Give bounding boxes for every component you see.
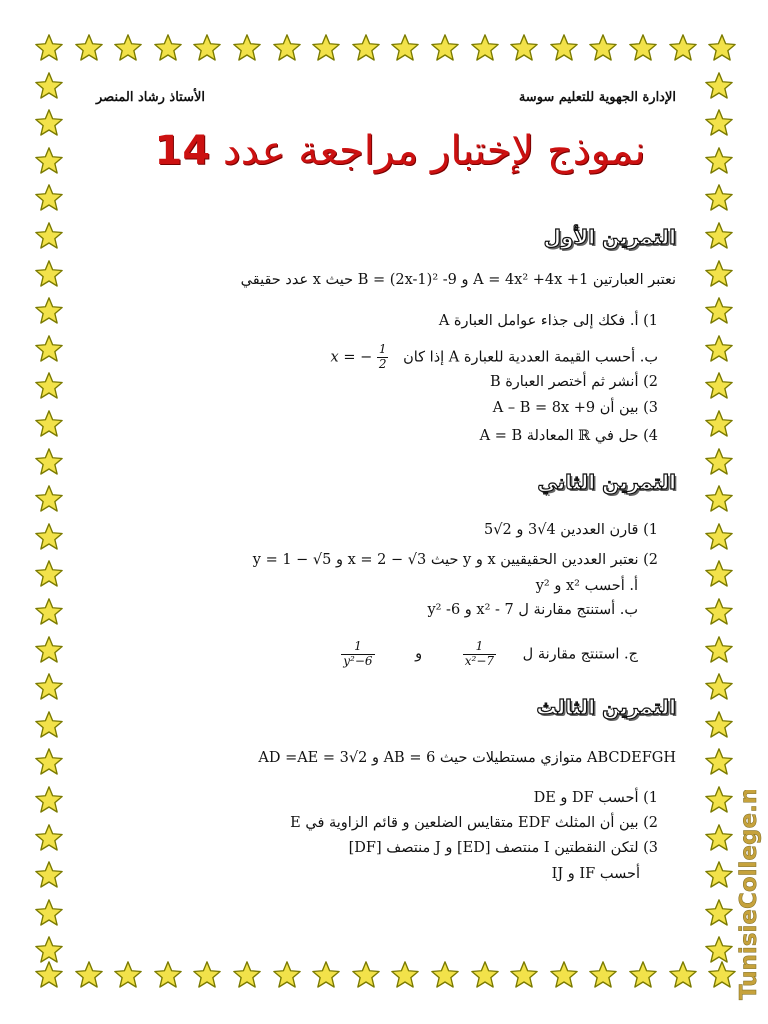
star-icon (628, 33, 658, 63)
star-icon (470, 960, 500, 990)
page-title (130, 128, 670, 188)
star-icon (704, 823, 734, 853)
star-icon (34, 522, 64, 552)
ex3-q1: 1) أحسب DF و DE (533, 790, 658, 806)
ex3-q2: 2) بين أن المثلث EDF متقايس الضلعين و قائم الزاوية في E (290, 815, 658, 831)
star-icon (668, 960, 698, 990)
star-icon (668, 33, 698, 63)
star-icon (704, 484, 734, 514)
star-icon (704, 935, 734, 965)
star-icon (704, 597, 734, 627)
fraction-denominator: y²−6 (343, 653, 373, 668)
star-icon (34, 183, 64, 213)
ex2-q2b: ب. أستنتج مقارنة ل x² - 7 و y² -6 (427, 602, 638, 618)
star-icon (704, 108, 734, 138)
star-icon (704, 785, 734, 815)
star-icon (272, 33, 302, 63)
ex1-q1b: ب. أحسب القيمة العددية للعبارة A إذا كان (403, 349, 658, 366)
star-icon (704, 334, 734, 364)
star-icon (34, 447, 64, 477)
ex2-q2a: أ. أحسب x² و y² (535, 578, 638, 594)
star-icon (34, 898, 64, 928)
star-icon (34, 710, 64, 740)
star-icon (34, 785, 64, 815)
star-icon (704, 860, 734, 890)
star-icon (509, 33, 539, 63)
star-icon (34, 146, 64, 176)
ex2-q2c-line (341, 640, 638, 669)
star-icon (113, 33, 143, 63)
star-icon (351, 33, 381, 63)
ex2-fraction-2 (341, 640, 374, 669)
ex3-q3b: أحسب IF و IJ (551, 866, 640, 882)
watermark-svg (734, 790, 764, 1005)
star-icon (707, 33, 737, 63)
title-number: 14 (154, 128, 211, 174)
star-icon (34, 71, 64, 101)
star-icon (272, 960, 302, 990)
ex1-q1b-fraction (377, 343, 389, 372)
star-icon (34, 635, 64, 665)
ex1-q2: 2) أنشر ثم أختصر العبارة B (489, 374, 658, 390)
star-icon (704, 371, 734, 401)
star-icon (74, 33, 104, 63)
ex2-q2: 2) نعتبر العددين الحقيقيين x و y حيث x = 2 − √3 و y = 1 − √5 (252, 552, 658, 568)
star-icon (351, 960, 381, 990)
star-icon (34, 371, 64, 401)
administration-name: الإدارة الجهوية للتعليم سوسة (518, 90, 676, 105)
star-icon (588, 33, 618, 63)
star-icon (34, 935, 64, 965)
star-icon (192, 33, 222, 63)
star-icon (311, 960, 341, 990)
ex2-q1: 1) قارن العددين 4√3 و 2√5 (484, 522, 658, 538)
ex1-q1b-math (331, 343, 389, 372)
fraction-numerator: 1 (341, 640, 374, 655)
star-icon (549, 960, 579, 990)
ex1-intro: نعتبر العبارتين A = 4x² +4x +1 و B = (2x-1)² -9 حيث x عدد حقيقي (240, 272, 676, 288)
star-icon (34, 33, 64, 63)
star-icon (34, 672, 64, 702)
star-icon (704, 221, 734, 251)
ex1-q1b-math-text: x = − (330, 349, 373, 366)
star-icon (34, 597, 64, 627)
star-icon (34, 823, 64, 853)
star-icon (704, 898, 734, 928)
star-icon (628, 960, 658, 990)
star-icon (153, 33, 183, 63)
star-icon (34, 860, 64, 890)
star-icon (34, 409, 64, 439)
ex2-q2c: ج. استنتج مقارنة ل (522, 646, 638, 663)
star-icon (34, 108, 64, 138)
star-icon (704, 71, 734, 101)
star-icon (34, 259, 64, 289)
star-icon (509, 960, 539, 990)
star-icon (430, 960, 460, 990)
star-icon (113, 960, 143, 990)
star-icon (34, 559, 64, 589)
star-icon (34, 296, 64, 326)
star-icon (704, 559, 734, 589)
section-2-title: التمرين الثاني (537, 470, 676, 494)
title-text: نموذج لإختبار مراجعة عدد (222, 128, 646, 174)
star-icon (704, 259, 734, 289)
star-icon (704, 747, 734, 777)
ex3-intro: ABCDEFGH متوازي مستطيلات حيث AB = 6 و AD =AE = 3√2 (258, 750, 676, 766)
star-icon (704, 710, 734, 740)
star-icon (232, 960, 262, 990)
ex1-q4: 4) حل في ℝ المعادلة A = B (479, 428, 658, 444)
star-icon (232, 33, 262, 63)
fraction-denominator: x²−7 (464, 653, 495, 668)
star-icon (549, 33, 579, 63)
fraction-numerator: 1 (378, 342, 387, 356)
star-icon (192, 960, 222, 990)
star-icon (470, 33, 500, 63)
ex2-fraction-1 (463, 640, 496, 669)
star-icon (704, 296, 734, 326)
star-icon (390, 960, 420, 990)
watermark-logo (734, 790, 764, 1005)
ex3-q3: 3) لتكن النقطتين I منتصف [ED] و J منتصف [DF] (348, 840, 658, 856)
ex2-and: و (415, 646, 423, 663)
star-icon (34, 747, 64, 777)
ex1-q1a: 1) أ. فكك إلى جذاء عوامل العبارة A (438, 313, 658, 329)
star-icon (704, 522, 734, 552)
star-icon (704, 183, 734, 213)
star-icon (704, 635, 734, 665)
section-1-title: التمرين الأول (543, 225, 676, 249)
star-icon (704, 672, 734, 702)
section-3-title: التمرين الثالث (536, 695, 676, 719)
star-icon (704, 447, 734, 477)
fraction-denominator: 2 (378, 356, 387, 371)
star-icon (74, 960, 104, 990)
star-icon (34, 334, 64, 364)
fraction-numerator: 1 (463, 640, 496, 655)
star-icon (390, 33, 420, 63)
star-icon (430, 33, 460, 63)
ex1-q1b-line (331, 343, 658, 372)
star-icon (588, 960, 618, 990)
star-icon (34, 221, 64, 251)
star-icon (311, 33, 341, 63)
star-icon (153, 960, 183, 990)
watermark-text: TunisieCollege.net (736, 790, 762, 1000)
teacher-name: الأستاذ رشاد المنصر (96, 90, 206, 105)
star-icon (34, 484, 64, 514)
ex1-q3: 3) بين أن A – B = 8x +9 (492, 400, 658, 416)
star-icon (704, 146, 734, 176)
star-icon (704, 409, 734, 439)
